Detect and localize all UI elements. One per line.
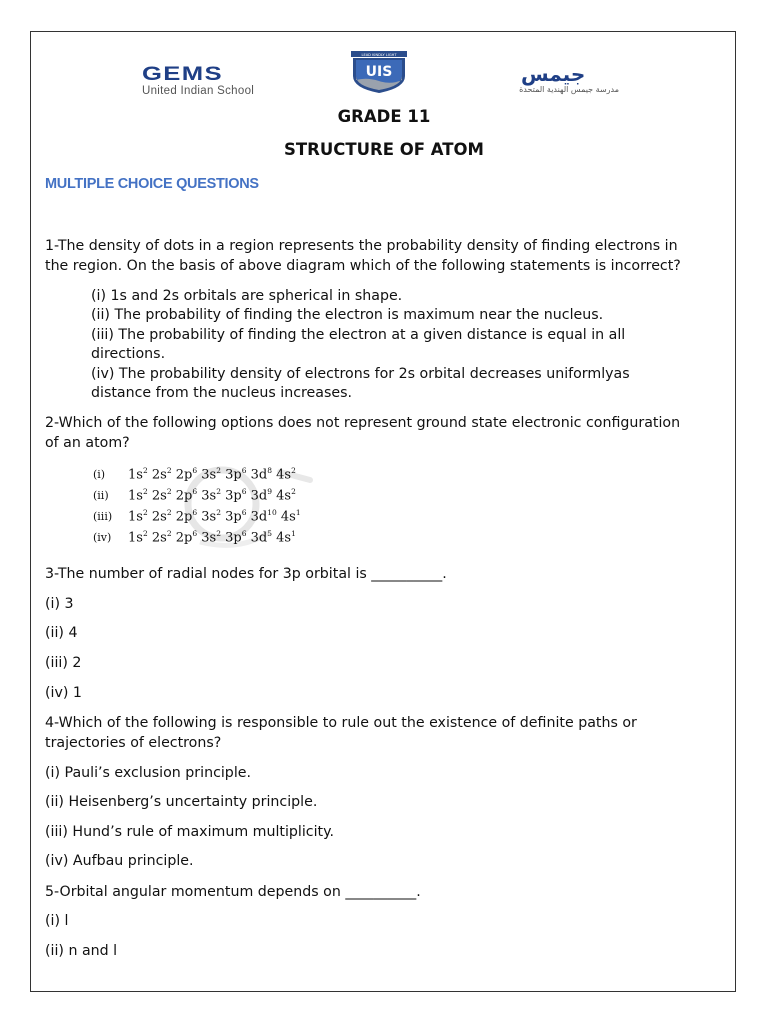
section-heading: MULTIPLE CHOICE QUESTIONS: [45, 176, 259, 192]
q1-option-3: (iii) The probability of finding the electron at a given distance is equal in all: [91, 327, 626, 343]
orbital: 3s: [197, 530, 217, 546]
q5-option-1: (i) l: [45, 913, 69, 929]
config-label: (i): [93, 468, 106, 481]
config-row: [128, 529, 296, 545]
q3-text: 3-The number of radial nodes for 3p orbital is __________.: [45, 566, 447, 582]
q5-text: 5-Orbital angular momentum depends on __________.: [45, 884, 421, 900]
q2-line1: 2-Which of the following options does not represent ground state electronic configuration: [45, 415, 681, 431]
q1-line2: the region. On the basis of above diagram which of the following statements is incorrect?: [45, 258, 681, 274]
orbital: 3p: [220, 467, 242, 483]
electron-count: 2: [166, 529, 172, 538]
orbital: 2s: [147, 488, 167, 504]
uis-motto: LEAD KINDLY LIGHT: [361, 53, 397, 57]
q4-option-3: (iii) Hund’s rule of maximum multiplicity.: [45, 824, 334, 840]
orbital: 4s: [272, 467, 292, 483]
electron-count: 2: [142, 487, 148, 496]
electron-count: 2: [166, 466, 172, 475]
electron-count: 2: [166, 508, 172, 517]
orbital: 3s: [197, 488, 217, 504]
orbital: 1s: [128, 509, 143, 525]
q5-option-2: (ii) n and l: [45, 943, 118, 959]
electron-count: 2: [291, 466, 296, 475]
arabic-logo: جيمس: [521, 62, 586, 86]
orbital: 1s: [128, 467, 143, 483]
electron-count: 10: [267, 508, 277, 517]
electron-count: 6: [241, 487, 247, 496]
orbital: 3s: [197, 509, 217, 525]
electron-count: 2: [291, 487, 296, 496]
electron-count: 6: [241, 508, 247, 517]
orbital: 4s: [276, 509, 296, 525]
q1-option-4: (iv) The probability density of electrons for 2s orbital decreases uniformlyas: [91, 366, 630, 382]
orbital: 3d: [246, 488, 268, 504]
orbital: 2s: [147, 530, 167, 546]
orbital: 3p: [220, 509, 242, 525]
orbital: 4s: [272, 488, 292, 504]
uis-logo-text: UIS: [365, 64, 393, 80]
orbital: 3d: [246, 509, 268, 525]
electron-count: 6: [192, 508, 198, 517]
gems-subtitle: United Indian School: [142, 85, 255, 97]
q4-line1: 4-Which of the following is responsible to rule out the existence of definite paths or: [45, 715, 637, 731]
electron-count: 6: [192, 487, 198, 496]
config-row: [128, 466, 296, 482]
q1-option-4-cont: distance from the nucleus increases.: [91, 385, 352, 401]
orbital: 2p: [171, 467, 193, 483]
electron-count: 6: [241, 529, 247, 538]
topic-title: STRUCTURE OF ATOM: [284, 140, 484, 159]
electron-count: 2: [216, 466, 221, 475]
q2-line2: of an atom?: [45, 435, 130, 451]
config-row: [128, 487, 296, 503]
electron-count: 2: [216, 529, 221, 538]
grade-title: GRADE 11: [337, 107, 431, 126]
orbital: 3d: [246, 467, 268, 483]
electron-count: 1: [291, 529, 296, 538]
electron-count: 2: [142, 508, 148, 517]
q3-option-4: (iv) 1: [45, 685, 82, 701]
orbital: 2p: [171, 488, 193, 504]
q4-option-2: (ii) Heisenberg’s uncertainty principle.: [45, 794, 318, 810]
orbital: 2p: [171, 509, 193, 525]
config-label: (iii): [93, 510, 113, 523]
q4-option-1: (i) Pauli’s exclusion principle.: [45, 765, 251, 781]
orbital: 2p: [171, 530, 193, 546]
electron-count: 9: [267, 487, 272, 496]
q1-line1: 1-The density of dots in a region represents the probability density of finding electrons in: [45, 238, 678, 254]
config-row: [128, 508, 301, 524]
q4-option-4: (iv) Aufbau principle.: [45, 853, 194, 869]
electron-count: 2: [216, 487, 221, 496]
q1-option-3-cont: directions.: [91, 346, 166, 362]
electron-count: 6: [192, 529, 198, 538]
electron-count: 5: [267, 529, 272, 538]
orbital: 3p: [220, 488, 242, 504]
electron-count: 2: [216, 508, 221, 517]
q4-line2: trajectories of electrons?: [45, 735, 222, 751]
orbital: 1s: [128, 488, 143, 504]
q3-option-3: (iii) 2: [45, 655, 82, 671]
orbital: 4s: [272, 530, 292, 546]
electron-count: 8: [267, 466, 272, 475]
orbital: 2s: [147, 467, 167, 483]
electron-count: 6: [192, 466, 198, 475]
q1-option-2: (ii) The probability of finding the electron is maximum near the nucleus.: [91, 307, 604, 323]
electron-count: 6: [241, 466, 247, 475]
electron-count: 1: [295, 508, 301, 517]
q3-option-2: (ii) 4: [45, 625, 78, 641]
config-label: (ii): [93, 489, 109, 502]
electron-count: 2: [142, 529, 148, 538]
electron-count: 2: [142, 466, 148, 475]
arabic-subtitle: مدرسة جيمس الهندية المتحدة: [519, 85, 619, 94]
electron-count: 2: [166, 487, 172, 496]
config-label: (iv): [93, 531, 112, 544]
uis-shield-logo: [349, 50, 409, 94]
orbital: 3s: [197, 467, 217, 483]
orbital: 2s: [147, 509, 167, 525]
q3-option-1: (i) 3: [45, 596, 74, 612]
gems-logo: GEMS: [142, 64, 223, 85]
orbital: 1s: [128, 530, 143, 546]
q1-option-1: (i) 1s and 2s orbitals are spherical in shape.: [91, 288, 403, 304]
orbital: 3p: [220, 530, 242, 546]
orbital: 3d: [246, 530, 268, 546]
